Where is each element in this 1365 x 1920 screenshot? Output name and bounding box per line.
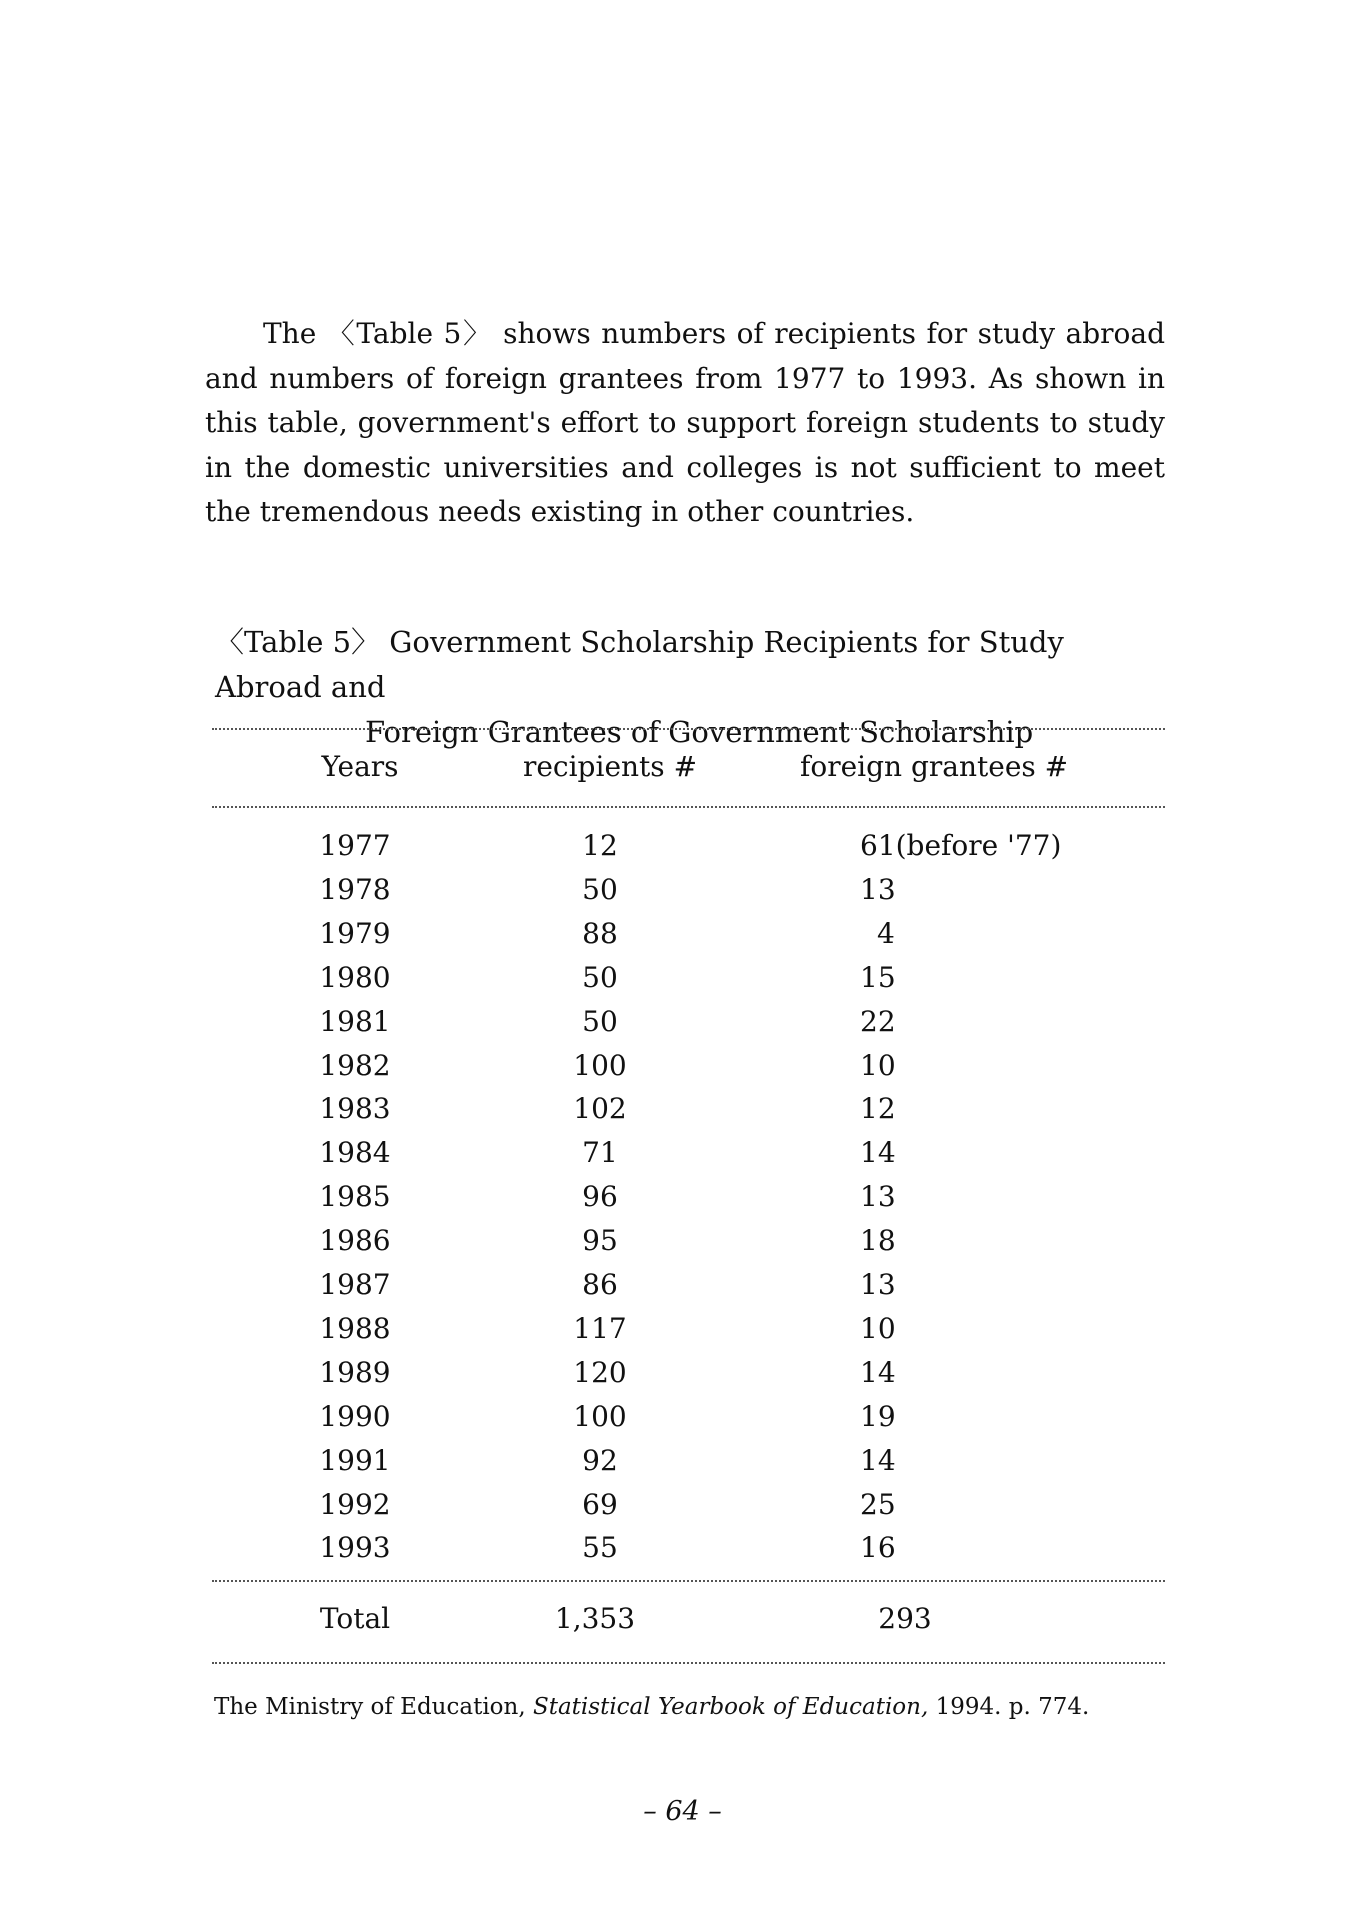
- table-row: [0, 1351, 1365, 1395]
- cell-recipients: 86: [582, 1268, 618, 1301]
- table-row: [0, 1526, 1365, 1570]
- table-row: [0, 1131, 1365, 1175]
- cell-foreign-grantees: 25: [860, 1487, 896, 1521]
- cell-foreign-grantees: 15: [860, 960, 896, 994]
- cell-foreign-grantees: 16: [860, 1531, 896, 1565]
- table-row: [0, 1087, 1365, 1131]
- total-top-rule: [212, 1580, 1165, 1582]
- total-foreign-grantees: 293: [878, 1602, 932, 1635]
- cell-foreign-grantees: 13: [860, 872, 896, 906]
- table-row: [0, 1000, 1365, 1044]
- cell-foreign-grantees: 14: [860, 1443, 896, 1477]
- cell-recipients: 12: [582, 829, 618, 862]
- cell-foreign-grantees: 10: [860, 1048, 896, 1082]
- cell-year: 1992: [319, 1487, 391, 1521]
- cell-foreign-grantees: 14: [860, 1136, 896, 1170]
- table-bottom-rule: [212, 1662, 1165, 1664]
- cell-foreign-grantees: 12: [860, 1092, 896, 1126]
- cell-recipients: 95: [582, 1224, 618, 1258]
- intro-paragraph: The 〈Table 5〉 shows numbers of recipients for study abroad and numbers of foreign grantees from 1977 to 1993. As shown in this table, government's effort to support foreign students to study in the domestic universities and colleges is not sufficient to meet the tremendous needs existing in other countries.: [205, 317, 1165, 528]
- table-row: [0, 1044, 1365, 1088]
- header-foreign-grantees: foreign grantees #: [800, 750, 1069, 783]
- table-row: [0, 1263, 1365, 1307]
- cell-foreign-grantees: 18: [860, 1224, 896, 1258]
- table-row: [0, 1175, 1365, 1219]
- cell-foreign-grantees: 13: [860, 1268, 896, 1301]
- cell-year: 1989: [319, 1355, 391, 1389]
- cell-year: 1986: [319, 1224, 391, 1258]
- table-row: [0, 1219, 1365, 1263]
- source-suffix: 1994. p. 774.: [928, 1694, 1090, 1720]
- table-top-rule: [212, 728, 1165, 730]
- table-row: [0, 1439, 1365, 1483]
- cell-year: 1979: [319, 916, 391, 950]
- cell-recipients: 88: [582, 916, 618, 950]
- cell-recipients: 50: [582, 872, 618, 906]
- table-total-row: [0, 1597, 1365, 1641]
- cell-year: 1983: [319, 1092, 391, 1126]
- cell-foreign-grantees: 14: [860, 1355, 896, 1389]
- table-caption-line2: Foreign Grantees of Government Scholarship: [365, 715, 1034, 749]
- table-row: [0, 824, 1365, 868]
- cell-year: 1981: [319, 1004, 391, 1038]
- cell-recipients: 102: [573, 1092, 627, 1126]
- cell-year: 1987: [319, 1268, 391, 1301]
- table-row: [0, 912, 1365, 956]
- table-caption: [215, 620, 1175, 755]
- cell-foreign-grantees: 19: [860, 1399, 896, 1433]
- header-years: Years: [321, 750, 399, 783]
- header-bottom-rule: [212, 806, 1165, 808]
- source-prefix: The Ministry of Education,: [214, 1694, 533, 1720]
- cell-foreign-grantees: 4: [877, 916, 895, 950]
- cell-foreign-grantees: 22: [860, 1004, 896, 1038]
- page-number: – 64 –: [643, 1796, 722, 1827]
- cell-recipients: 55: [582, 1531, 618, 1565]
- cell-year: 1985: [319, 1180, 391, 1214]
- table-row: [0, 1395, 1365, 1439]
- table-row: [0, 868, 1365, 912]
- total-recipients: 1,353: [554, 1602, 636, 1635]
- cell-recipients: 69: [582, 1487, 618, 1521]
- cell-year: 1988: [319, 1311, 391, 1345]
- cell-year: 1980: [319, 960, 391, 994]
- table-row: [0, 1307, 1365, 1351]
- cell-recipients: 100: [573, 1399, 627, 1433]
- cell-year: 1978: [319, 872, 391, 906]
- cell-recipients: 92: [582, 1443, 618, 1477]
- cell-year: 1984: [319, 1136, 391, 1170]
- cell-recipients: 50: [582, 960, 618, 994]
- cell-year: 1982: [319, 1048, 391, 1082]
- cell-recipients: 120: [573, 1355, 627, 1389]
- source-title: Statistical Yearbook of Education,: [532, 1694, 929, 1720]
- cell-recipients: 50: [582, 1004, 618, 1038]
- cell-foreign-grantees: 61(before '77): [860, 829, 1062, 862]
- table-row: [0, 1483, 1365, 1527]
- header-recipients: recipients #: [522, 750, 698, 783]
- cell-foreign-grantees: 10: [860, 1311, 896, 1345]
- total-label: Total: [319, 1602, 391, 1635]
- table-header-row: [0, 745, 1365, 789]
- cell-year: 1991: [319, 1443, 391, 1477]
- cell-recipients: 100: [573, 1048, 627, 1082]
- cell-year: 1977: [319, 829, 391, 862]
- table-caption-line1: 〈Table 5〉 Government Scholarship Recipients for Study Abroad and: [215, 625, 1064, 704]
- cell-year: 1993: [319, 1531, 391, 1565]
- cell-recipients: 117: [573, 1311, 627, 1345]
- cell-year: 1990: [319, 1399, 391, 1433]
- table-row: [0, 956, 1365, 1000]
- cell-recipients: 71: [582, 1136, 618, 1170]
- cell-recipients: 96: [582, 1180, 618, 1214]
- source-citation: [214, 1690, 1089, 1724]
- cell-foreign-grantees: 13: [860, 1180, 896, 1214]
